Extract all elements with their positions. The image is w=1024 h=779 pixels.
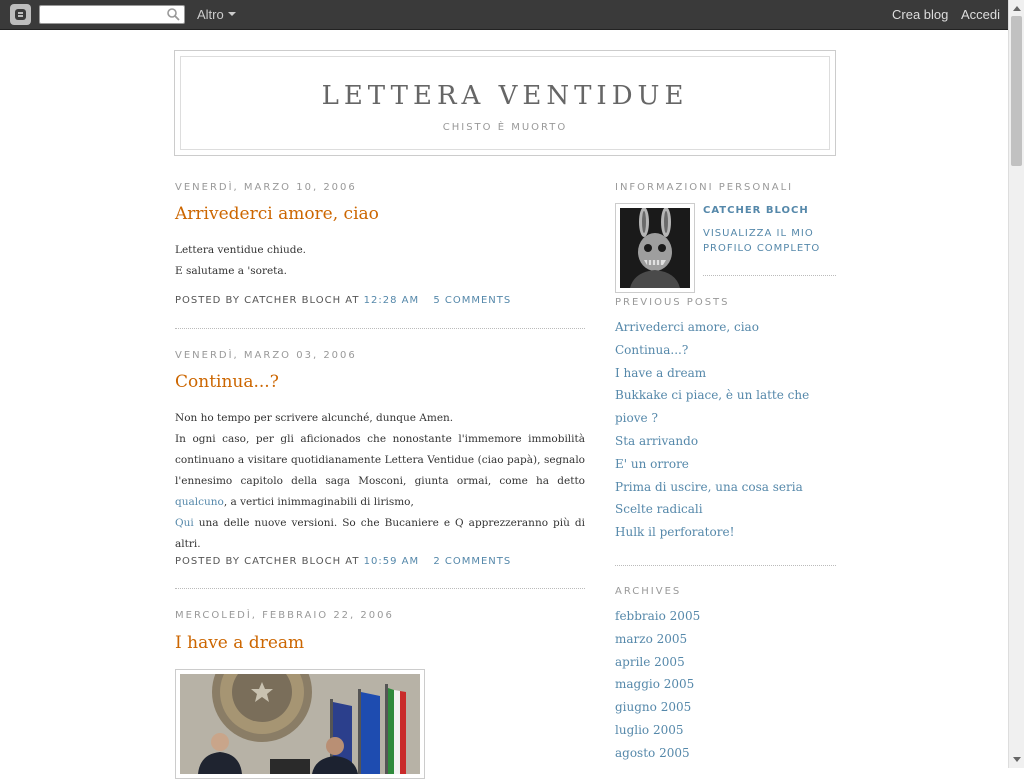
inline-link-qui[interactable]: Qui [175,517,194,529]
post-text: Non ho tempo per scrivere alcunché, dunque Amen. [175,412,454,424]
previous-posts-list [615,316,830,544]
sidebar-separator [615,565,836,566]
previous-post-link[interactable]: Bukkake ci piace, è un latte che piove ? [615,388,810,426]
previous-post-link[interactable]: Continua...? [615,342,689,357]
previous-post-link[interactable]: Sta arrivando [615,433,699,448]
sidebar-heading-previous-posts: PREVIOUS POSTS [615,297,730,308]
previous-post-link[interactable]: Scelte radicali [615,502,703,517]
list-item [615,362,830,385]
post-title[interactable]: Arrivederci amore, ciao [175,204,379,224]
view-profile-link[interactable]: VISUALIZZA IL MIO PROFILO COMPLETO [703,228,821,254]
avatar-image [620,208,690,288]
archive-link[interactable]: aprile 2005 [615,654,685,669]
list-item [615,719,830,742]
list-item [615,498,830,521]
post-paragraph [175,513,585,555]
scroll-down-icon[interactable] [1013,757,1021,762]
search-icon[interactable] [167,8,180,21]
blog-description: CHISTO È MUORTO [442,122,568,133]
sidebar-separator [703,275,836,276]
post-author: POSTED BY CATCHER BLOCH AT [175,556,360,567]
search-box [39,5,185,24]
search-input[interactable] [40,6,168,23]
header-inner [180,56,830,150]
press-conference-photo [180,674,420,774]
post-body [175,240,585,282]
inline-link-qualcuno[interactable]: qualcuno [175,496,224,508]
previous-post-link[interactable]: Hulk il perforatore! [615,525,735,540]
sign-in-link[interactable]: Accedi [961,7,1001,22]
post-separator [175,588,585,589]
sidebar-heading-archives: ARCHIVES [615,586,682,597]
archive-link[interactable]: febbraio 2005 [615,609,701,623]
sidebar-heading-profile: INFORMAZIONI PERSONALI [615,182,794,193]
post-date: VENERDÌ, MARZO 03, 2006 [175,350,357,361]
list-item [615,339,830,362]
list-item [615,316,830,339]
list-item [615,673,830,696]
previous-post-link[interactable]: E' un orrore [615,456,689,471]
post-title[interactable]: I have a dream [175,633,305,653]
scrollbar[interactable] [1008,0,1024,768]
avatar[interactable] [615,203,695,293]
comments-link[interactable]: 2 COMMENTS [433,556,512,567]
post-text: E salutame a 'soreta. [175,265,288,277]
list-item [615,651,830,674]
more-menu[interactable]: Altro [197,7,236,22]
list-item [615,430,830,453]
comments-link[interactable]: 5 COMMENTS [433,295,512,306]
create-blog-link[interactable]: Crea blog [892,7,949,22]
previous-post-link[interactable]: Prima di uscire, una cosa seria [615,479,803,494]
post-timestamp-link[interactable]: 10:59 AM [363,556,420,567]
archive-link[interactable]: marzo 2005 [615,631,688,646]
blog-header [174,50,836,156]
post-text: In ogni caso, per gli aficionados che nonostante l'immemore immobilità continuano a visitare quotidianamente Lettera Ventidue (ciao papà), segnalo l'ennesimo capitolo della saga Mosconi, giunta ormai, come ha detto [175,433,585,487]
navbar [0,0,1008,30]
post-separator [175,328,585,329]
archive-link[interactable]: luglio 2005 [615,722,684,737]
photo-illustration [180,674,420,774]
post-footer [175,295,511,306]
post-image[interactable] [175,669,425,779]
post-timestamp-link[interactable]: 12:28 AM [363,295,420,306]
blog-title[interactable]: LETTERA VENTIDUE [321,81,689,111]
blogger-logo-icon[interactable] [10,4,31,25]
post-text: una delle nuove versioni. So che Bucaniere e Q apprezzeranno più di altri. [175,517,585,550]
list-item [615,605,830,628]
archive-link[interactable]: giugno 2005 [615,700,692,715]
post-footer [175,556,511,567]
post-text: , a vertici inimmaginabili di lirismo, [223,496,414,508]
post-date: VENERDÌ, MARZO 10, 2006 [175,182,357,193]
list-item [615,476,830,499]
archive-link[interactable]: maggio 2005 [615,677,695,692]
post-paragraph [175,429,585,513]
list-item [615,453,830,476]
list-item [615,628,830,651]
scrollbar-thumb[interactable] [1011,16,1022,166]
previous-post-link[interactable]: I have a dream [615,365,707,380]
list-item [615,521,830,544]
post-author: POSTED BY CATCHER BLOCH AT [175,295,360,306]
scroll-up-icon[interactable] [1013,6,1021,11]
archives-list [615,605,830,765]
post-text: Lettera ventidue chiude. [175,244,307,256]
previous-post-link[interactable]: Arrivederci amore, ciao [615,320,759,334]
profile-name-link[interactable]: CATCHER BLOCH [703,205,809,216]
archive-link[interactable]: agosto 2005 [615,745,690,760]
list-item [615,742,830,765]
list-item [615,384,830,430]
post-body [175,408,585,555]
post-date: MERCOLEDÌ, FEBBRAIO 22, 2006 [175,610,394,621]
list-item [615,696,830,719]
post-title[interactable]: Continua...? [175,372,279,392]
